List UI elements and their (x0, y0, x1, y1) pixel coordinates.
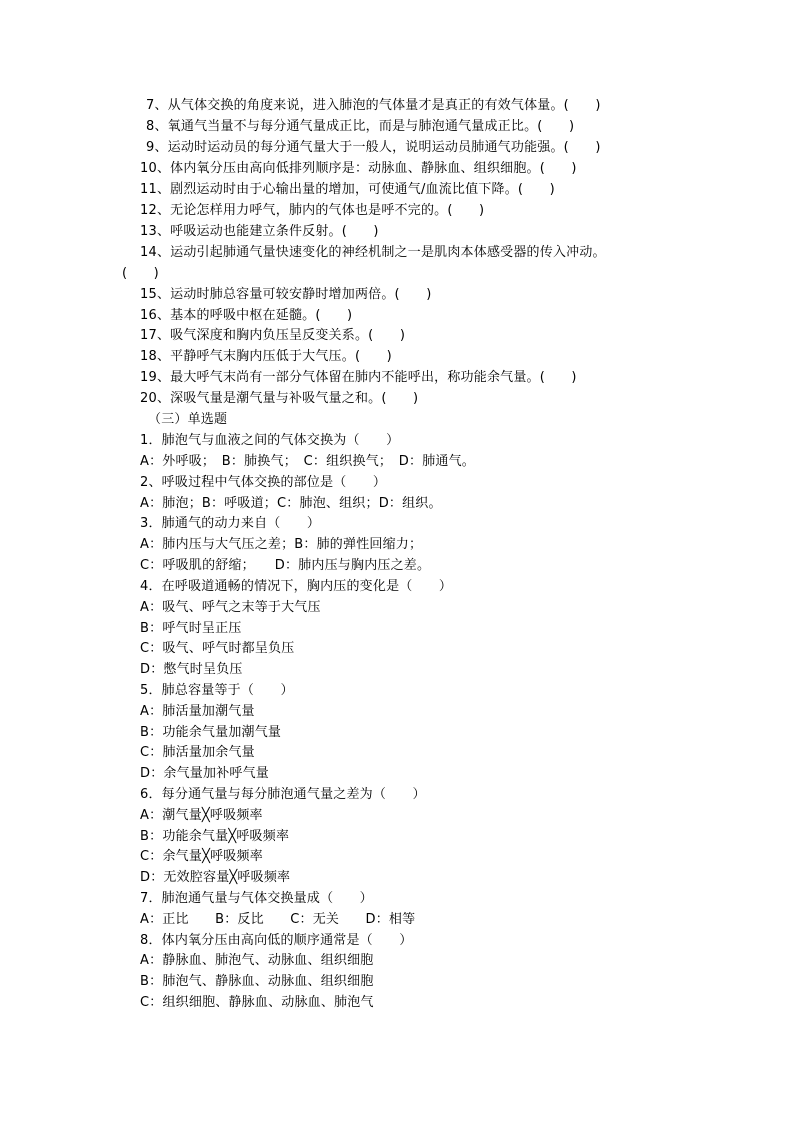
q4-option-d: D：憋气时呈负压 (140, 662, 243, 677)
tf-item-18: 18、平静呼气末胸内压低于大气压。( ) (140, 349, 392, 364)
tf-item-10: 10、体内氧分压由高向低排列顺序是：动脉血、静脉血、组织细胞。( ) (140, 161, 577, 176)
q3-stem: 3．肺通气的动力来自（ ） (140, 516, 321, 531)
q8-option-c: C：组织细胞、静脉血、动脉血、肺泡气 (140, 995, 374, 1010)
q7-options: A：正比 B：反比 C：无关 D：相等 (140, 912, 416, 927)
q3-options-ab: A：肺内压与大气压之差；B：肺的弹性回缩力； (140, 537, 423, 552)
q5-stem: 5．肺总容量等于（ ） (140, 683, 294, 698)
tf-item-13: 13、呼吸运动也能建立条件反射。( ) (140, 224, 379, 239)
q5-option-b: B：功能余气量加潮气量 (140, 725, 282, 740)
tf-item-19: 19、最大呼气末尚有一部分气体留在肺内不能呼出，称功能余气量。( ) (140, 370, 577, 385)
tf-item-17: 17、吸气深度和胸内负压呈反变关系。( ) (140, 328, 406, 343)
q8-stem: 8．体内氧分压由高向低的顺序通常是（ ） (140, 933, 413, 948)
q4-stem: 4．在呼吸道通畅的情况下，胸内压的变化是（ ） (140, 579, 453, 594)
q4-option-c: C：吸气、呼气时都呈负压 (140, 641, 295, 656)
tf-item-16: 16、基本的呼吸中枢在延髓。( ) (140, 308, 353, 323)
tf-item-11: 11、剧烈运动时由于心输出量的增加，可使通气/血流比值下降。( ) (140, 182, 555, 197)
tf-item-8: 8、氧通气当量不与每分通气量成正比，而是与肺泡通气量成正比。( ) (146, 119, 575, 134)
q5-option-c: C：肺活量加余气量 (140, 745, 255, 760)
tf-item-9: 9、运动时运动员的每分通气量大于一般人，说明运动员肺通气功能强。( ) (146, 140, 601, 155)
tf-item-20: 20、深吸气量是潮气量与补吸气量之和。( ) (140, 391, 419, 406)
q2-options: A：肺泡；B：呼吸道；C：肺泡、组织；D：组织。 (140, 496, 442, 511)
q2-stem: 2、呼吸过程中气体交换的部位是（ ） (140, 475, 387, 490)
q6-option-a: A：潮气量╳呼吸频率 (140, 808, 263, 823)
q6-option-d: D：无效腔容量╳呼吸频率 (140, 870, 291, 885)
q6-option-b: B：功能余气量╳呼吸频率 (140, 829, 290, 844)
q4-option-b: B：呼气时呈正压 (140, 621, 242, 636)
section-title: （三）单选题 (148, 412, 228, 427)
q8-option-b: B：肺泡气、静脉血、动脉血、组织细胞 (140, 974, 374, 989)
q1-options: A：外呼吸； B：肺换气； C：组织换气； D：肺通气。 (140, 454, 475, 469)
tf-item-14: 14、运动引起肺通气量快速变化的神经机制之一是肌肉本体感受器的传入冲动。 (140, 245, 606, 260)
q4-option-a: A：吸气、呼气之末等于大气压 (140, 600, 321, 615)
tf-item-14-bracket: ( ) (122, 266, 159, 281)
q6-stem: 6．每分通气量与每分肺泡通气量之差为（ ） (140, 787, 426, 802)
q6-option-c: C：余气量╳呼吸频率 (140, 849, 263, 864)
q5-option-a: A：肺活量加潮气量 (140, 704, 255, 719)
q7-stem: 7．肺泡通气量与气体交换量成（ ） (140, 891, 373, 906)
q1-stem: 1．肺泡气与血液之间的气体交换为（ ） (140, 433, 400, 448)
tf-item-12: 12、无论怎样用力呼气，肺内的气体也是呼不完的。( ) (140, 203, 485, 218)
tf-item-15: 15、运动时肺总容量可较安静时增加两倍。( ) (140, 287, 432, 302)
q5-option-d: D：余气量加补呼气量 (140, 766, 270, 781)
q3-options-cd: C：呼吸肌的舒缩； D：肺内压与胸内压之差。 (140, 558, 431, 573)
q8-option-a: A：静脉血、肺泡气、动脉血、组织细胞 (140, 953, 374, 968)
tf-item-7: 7、从气体交换的角度来说，进入肺泡的气体量才是真正的有效气体量。( ) (146, 98, 601, 113)
